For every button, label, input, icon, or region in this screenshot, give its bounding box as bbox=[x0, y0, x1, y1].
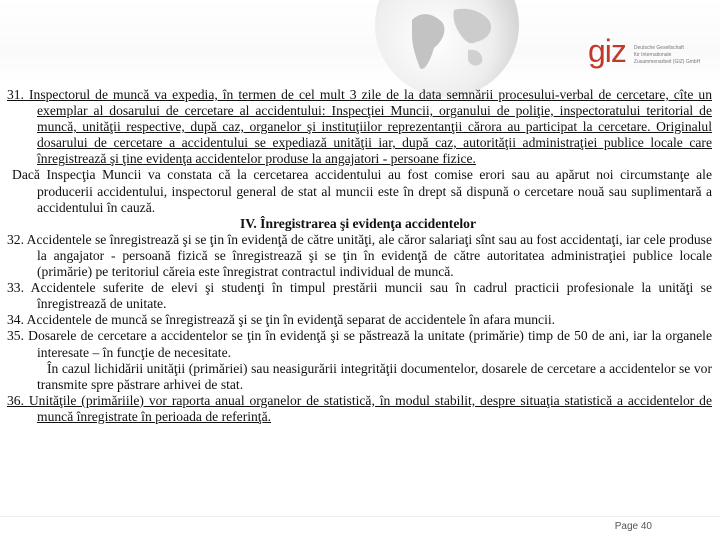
paragraph-35: 35. Dosarele de cercetare a accidentelor se ţin în evidenţă şi se păstrează la unitate (primărie) timp de 50 de ani, iar la organele interesate – în funcţie de necesitate. bbox=[7, 328, 712, 360]
paragraph-36: 36. Unităţile (primăriile) vor raporta anual organelor de statistică, în modul stabilit, despre situaţia statistică a accidentelor de muncă înregistrate în perioada de referinţă. bbox=[7, 392, 712, 424]
giz-org-line: Zusammenarbeit (GIZ) GmbH bbox=[633, 59, 701, 65]
giz-org-line: Deutsche Gesellschaft bbox=[633, 45, 684, 51]
paragraph-34: 34. Accidentele de muncă se înregistrează şi se ţin în evidenţă separat de accidentele în afara muncii. bbox=[7, 312, 556, 328]
giz-logo-mark: giz bbox=[588, 33, 626, 69]
footer-band bbox=[0, 516, 720, 540]
paragraph-35-continuation: În cazul lichidării unităţii (primăriei) sau neasigurării integrităţii documentelor, dosarele de cercetare a accidentelor se vor transmite spre păstrare arhivei de stat. bbox=[37, 360, 712, 392]
page-number: Page 40 bbox=[614, 521, 652, 532]
section-title-iv: IV. Înregistrarea şi evidenţa accidentelor bbox=[240, 215, 476, 231]
giz-org-name bbox=[633, 45, 701, 66]
globe-graphic bbox=[372, 0, 522, 100]
giz-org-line: für Internationale bbox=[633, 52, 672, 58]
giz-logo bbox=[588, 33, 701, 69]
paragraph-31: 31. Inspectorul de muncă va expedia, în termen de cel mult 3 zile de la data semnării procesului-verbal de cercetare, cîte un exemplar al dosarului de cercetare al accidentului: Inspecţiei Muncii, organului de poliţie, inspectoratului teritorial de muncă, unităţii respective, după caz, organelor şi instituţiilor reprezentanţii cărora au participat la cercetare. Originalul dosarului de cercetare a accidentului se expediază unităţii iar, după caz, autorităţii administraţiei publice locale care înregistrează şi ţine evidenţa accidentelor produse la angajatori - persoane fizice. bbox=[7, 87, 712, 167]
paragraph-33: 33. Accidentele suferite de elevi şi studenţi în timpul prestării muncii sau în cadrul practicii profesionale la unităţi se înregistrează de unitate. bbox=[7, 280, 712, 312]
document-body bbox=[4, 87, 712, 425]
paragraph-32: 32. Accidentele se înregistrează şi se ţin în evidenţă de către unităţi, ale căror salariaţi sînt sau au fost accidentaţi, iar cele produse la angajator - persoană fizică se înregistrează şi se ţin în evidenţă de către autoritatea administraţiei publice locale (primărie) pe teritoriul căreia este înregistrat contractul individual de muncă. bbox=[7, 231, 712, 280]
paragraph-31-continuation: Dacă Inspecţia Muncii va constata că la cercetarea accidentului au fost comise erori sau au apărut noi circumstanţe ale producerii accidentului, inspectorul general de stat al muncii este în drept să dispună o cercetare nouă sau suplimentară a accidentului în cauză. bbox=[12, 167, 712, 215]
